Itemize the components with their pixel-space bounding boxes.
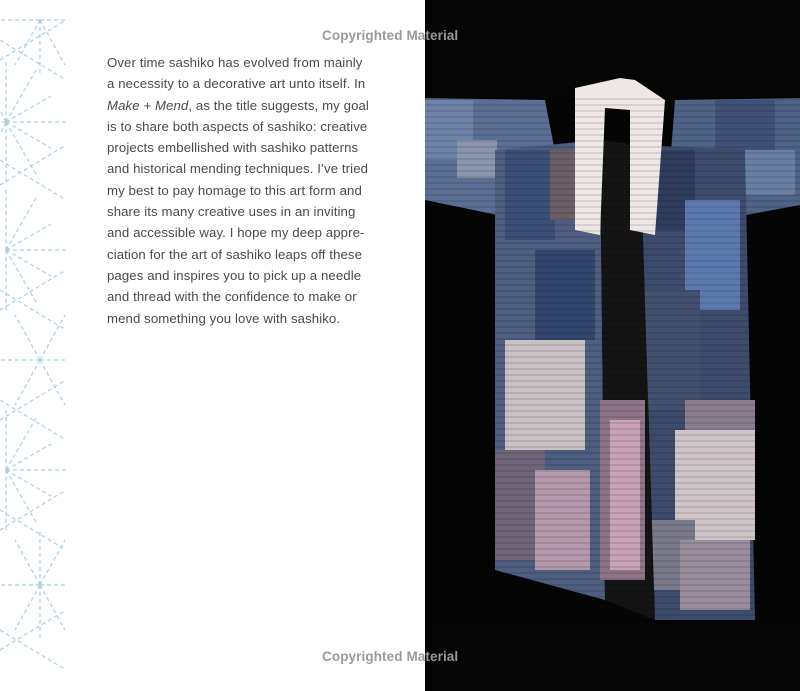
- text-line: share its many creative uses in an inviting: [107, 204, 356, 220]
- boro-kimono-image: [425, 0, 800, 691]
- text-line: [107, 95, 392, 116]
- text-line: is to share both aspects of sashiko: creative: [107, 118, 368, 134]
- text-line: and accessible way. I hope my deep appre-: [107, 225, 365, 241]
- intro-paragraph: [107, 52, 392, 329]
- copyright-watermark-bottom: Copyrighted Material: [322, 649, 459, 664]
- text-line: projects embellished with sashiko patterns: [107, 140, 359, 156]
- text-line-rest: , as the title suggests, my goal: [188, 97, 369, 113]
- text-line: ciation for the art of sashiko leaps off these: [107, 246, 363, 262]
- boro-kimono-photo: [425, 0, 800, 691]
- book-title: Make + Mend: [107, 97, 189, 113]
- copyright-watermark-top: Copyrighted Material: [322, 28, 459, 43]
- text-line: pages and inspires you to pick up a needle: [107, 267, 362, 283]
- text-line: and thread with the confidence to make or: [107, 289, 357, 305]
- text-line: mend something you love with sashiko.: [107, 310, 341, 326]
- text-line: Over time sashiko has evolved from mainly: [107, 55, 363, 70]
- text-line: my best to pay homage to this art form and: [107, 182, 362, 198]
- text-line: and historical mending techniques. I’ve tried: [107, 161, 369, 177]
- sashiko-pattern-border: [0, 0, 66, 691]
- text-line: a necessity to a decorative art unto itself. In: [107, 76, 366, 92]
- asanoha-stitch-pattern: [0, 0, 66, 691]
